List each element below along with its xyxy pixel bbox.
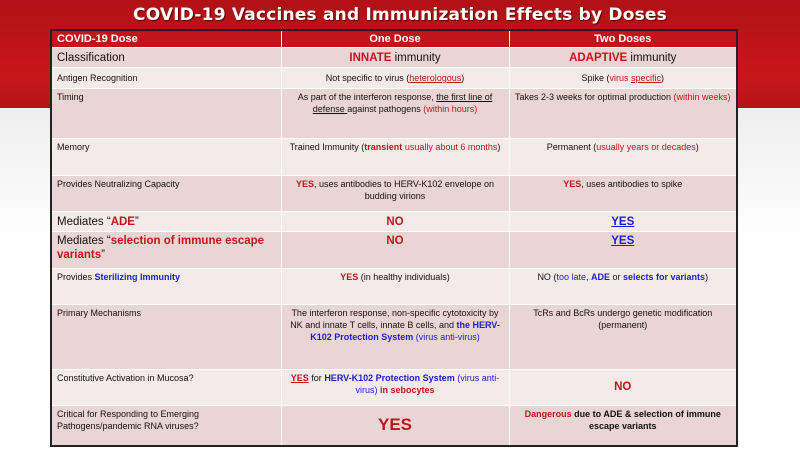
- immunity-text: immunity: [627, 51, 677, 64]
- text: NO (: [537, 271, 557, 282]
- text: Trained Immunity (: [289, 142, 365, 153]
- text: Takes 2-3 weeks for optimal production: [514, 91, 674, 102]
- two-doses-cell: [509, 211, 737, 231]
- adaptive-text: ADAPTIVE: [569, 51, 628, 64]
- two-doses-cell: NO: [509, 369, 737, 405]
- sebocytes-text: in sebocytes: [377, 384, 435, 395]
- dangerous-text: Dangerous: [524, 408, 572, 419]
- two-doses-cell: [509, 405, 737, 446]
- yes-link: YES: [611, 235, 635, 248]
- table-row-memory: [51, 139, 737, 175]
- text: The interferon response, non-specific cytotoxicity by NK and innate T cells, innate B cells, and: [290, 307, 499, 330]
- selects-text: selects for variants: [623, 271, 706, 282]
- herv-text: HERV-K102 Protection System: [324, 372, 455, 383]
- text: (in healthy individuals): [358, 271, 450, 282]
- table-row-sterilizing: [51, 268, 737, 304]
- ade-text: ADE: [590, 271, 610, 282]
- yes-link: YES: [611, 215, 635, 228]
- table-row-antigen: [51, 68, 737, 88]
- text: ,: [585, 271, 591, 282]
- table-row-classification: [51, 48, 737, 68]
- header-two-doses: Two Doses: [509, 30, 737, 48]
- header-one-dose: One Dose: [281, 30, 509, 48]
- text: for: [308, 372, 325, 383]
- row-label: Antigen Recognition: [51, 68, 281, 88]
- text: against pathogens: [347, 103, 424, 114]
- row-label: Provides Neutralizing Capacity: [51, 175, 281, 211]
- text: Not specific to virus (: [325, 72, 410, 83]
- text: (virus anti-virus): [355, 372, 500, 395]
- text: usually years or decades: [596, 142, 696, 153]
- one-dose-cell: [281, 139, 509, 175]
- two-doses-cell: TcRs and BcRs undergo genetic modification (permanent): [509, 304, 737, 369]
- yes-text: YES: [340, 271, 359, 282]
- text: ): [705, 271, 709, 282]
- one-dose-cell: [281, 68, 509, 88]
- table-row-ade: [51, 211, 737, 231]
- one-dose-cell: [281, 268, 509, 304]
- within-weeks-text: (within weeks): [673, 91, 731, 102]
- table-row-mucosa: [51, 369, 737, 405]
- one-dose-cell: NO: [281, 232, 509, 268]
- one-dose-cell: [281, 369, 509, 405]
- yes-text: YES: [290, 372, 309, 383]
- table-row-escape: [51, 232, 737, 268]
- two-doses-cell: [509, 268, 737, 304]
- one-dose-cell: [281, 88, 509, 139]
- two-doses-cell: [509, 48, 737, 68]
- text: ): [695, 142, 699, 153]
- text: or: [610, 271, 624, 282]
- row-label: [51, 232, 281, 268]
- text: Permanent (: [546, 142, 597, 153]
- one-dose-cell: YES: [281, 405, 509, 446]
- yes-text: YES: [296, 178, 315, 189]
- one-dose-cell: [281, 175, 509, 211]
- one-dose-cell: NO: [281, 211, 509, 231]
- table-row-critical: [51, 405, 737, 446]
- one-dose-cell: [281, 48, 509, 68]
- row-label: Primary Mechanisms: [51, 304, 281, 369]
- specific-text: specific: [631, 72, 662, 83]
- header-covid-dose: COVID-19 Dose: [51, 30, 281, 48]
- slide-title: COVID-19 Vaccines and Immunization Effects by Doses: [133, 5, 667, 25]
- two-doses-cell: [509, 139, 737, 175]
- table-row-neutralizing: [51, 175, 737, 211]
- table-row-mechanisms: [51, 304, 737, 369]
- sterilizing-text: Sterilizing Immunity: [94, 271, 181, 282]
- text: ”: [101, 249, 105, 262]
- row-label: Memory: [51, 139, 281, 175]
- within-hours-text: (within hours): [423, 103, 478, 114]
- two-doses-cell: [509, 175, 737, 211]
- heterologous-text: heterologous: [409, 72, 462, 83]
- two-doses-cell: [509, 232, 737, 268]
- row-label: Critical for Responding to Emerging Pathogens/pandemic RNA viruses?: [51, 405, 281, 446]
- text: Mediates “: [57, 235, 111, 248]
- innate-text: INNATE: [349, 51, 392, 64]
- text: due to ADE & selection of immune escape variants: [571, 408, 721, 431]
- row-label: Classification: [51, 48, 281, 68]
- ade-text: ADE: [110, 215, 135, 228]
- two-doses-cell: [509, 68, 737, 88]
- immunity-text: immunity: [391, 51, 441, 64]
- herv-text: the HERV-K102 Protection System: [310, 319, 500, 342]
- table-row-timing: [51, 88, 737, 139]
- header-row: [51, 30, 737, 48]
- first-line-text: the first line of defense: [312, 91, 493, 114]
- text: , uses antibodies to spike: [581, 178, 683, 189]
- text: Spike (: [581, 72, 610, 83]
- text: ): [461, 72, 465, 83]
- text: (virus anti-virus): [413, 331, 480, 342]
- text: Provides: [57, 271, 95, 282]
- escape-text: selection of immune escape variants: [57, 235, 265, 262]
- row-label: Constitutive Activation in Mucosa?: [51, 369, 281, 405]
- two-doses-cell: [509, 88, 737, 139]
- text: ): [661, 72, 665, 83]
- text: ): [497, 142, 501, 153]
- comparison-table: [50, 29, 738, 447]
- virus-text: virus: [609, 72, 631, 83]
- yes-text: YES: [563, 178, 582, 189]
- one-dose-cell: [281, 304, 509, 369]
- text: As part of the interferon response,: [297, 91, 437, 102]
- text: , uses antibodies to HERV-K102 envelope on budding virions: [314, 178, 494, 201]
- text: Mediates “: [57, 215, 111, 228]
- row-label: [51, 268, 281, 304]
- text: ”: [134, 215, 139, 228]
- text: usually about 6 months: [402, 142, 498, 153]
- transient-text: transient: [364, 142, 403, 153]
- too-late-text: too late: [556, 271, 586, 282]
- row-label: Timing: [51, 88, 281, 139]
- row-label: [51, 211, 281, 231]
